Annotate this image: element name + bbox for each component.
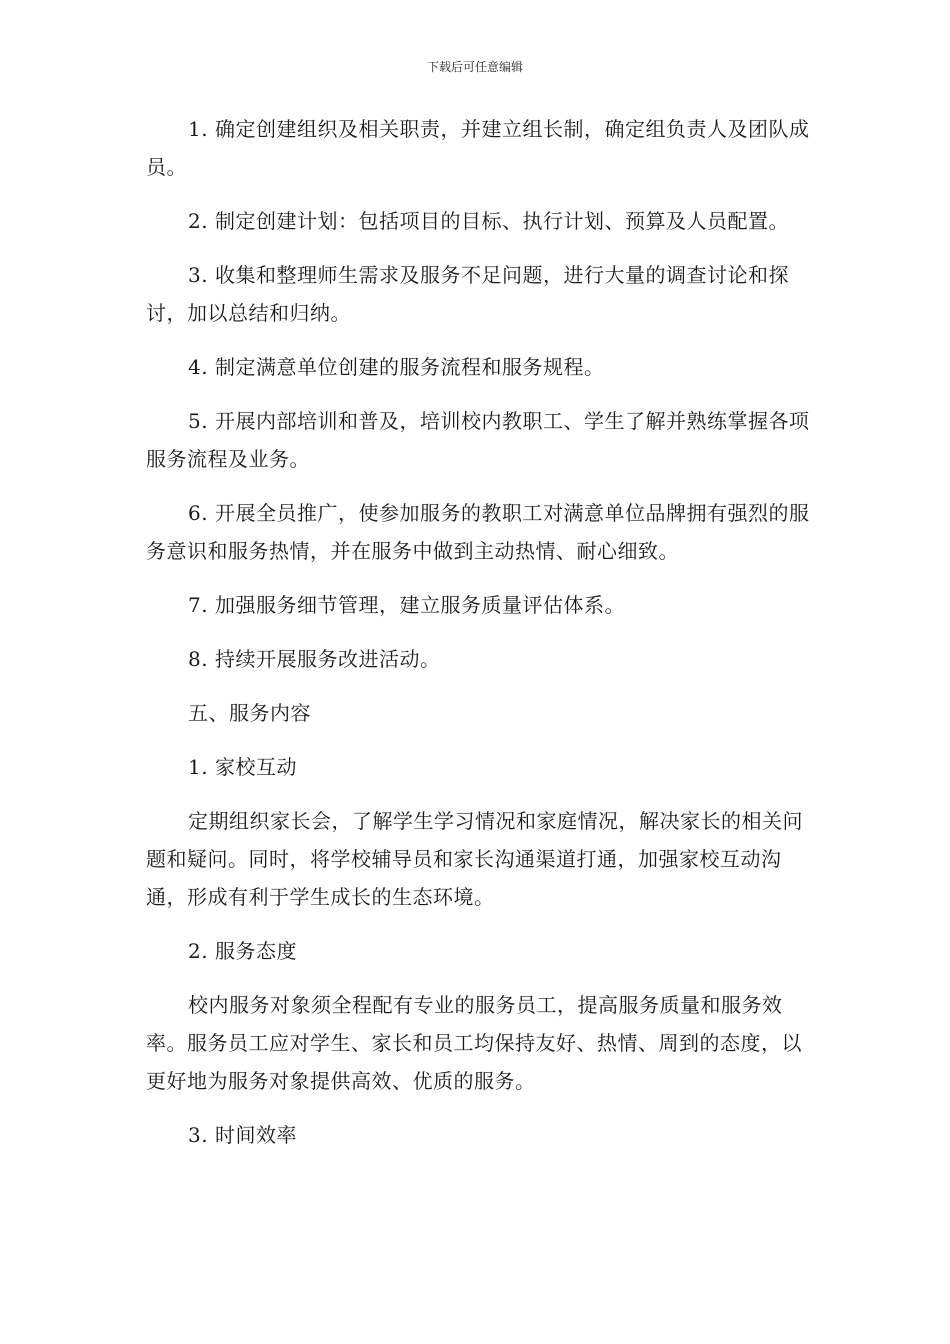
paragraph-step-1: 1. 确定创建组织及相关职责，并建立组长制，确定组负责人及团队成员。 [146,117,810,179]
paragraph-step-3: 3. 收集和整理师生需求及服务不足问题，进行大量的调查讨论和探讨，加以总结和归纳。 [146,263,789,325]
paragraph-step-4: 4. 制定满意单位创建的服务流程和服务规程。 [188,355,605,379]
subheading-time-efficiency: 3. 时间效率 [188,1123,297,1147]
document-body [146,110,812,1170]
paragraph-step-8: 8. 持续开展服务改进活动。 [188,647,441,671]
paragraph-home-school: 定期组织家长会，了解学生学习情况和家庭情况，解决家长的相关问题和疑问。同时，将学校辅导员和家长沟通渠道打通，加强家校互动沟通，形成有利于学生成长的生态环境。 [146,809,803,909]
paragraph-step-6: 6. 开展全员推广，使参加服务的教职工对满意单位品牌拥有强烈的服务意识和服务热情，并在服务中做到主动热情、耐心细致。 [146,501,810,563]
paragraph-step-7: 7. 加强服务细节管理，建立服务质量评估体系。 [188,593,625,617]
page-header: 下载后可任意编辑 [426,60,523,74]
subheading-service-attitude: 2. 服务态度 [188,939,297,963]
paragraph-step-2: 2. 制定创建计划：包括项目的目标、执行计划、预算及人员配置。 [188,209,789,233]
paragraph-service-attitude: 校内服务对象须全程配有专业的服务员工，提高服务质量和服务效率。服务员工应对学生、家长和员工均保持友好、热情、周到的态度，以更好地为服务对象提供高效、优质的服务。 [146,993,802,1093]
subheading-home-school: 1. 家校互动 [188,755,297,779]
section-heading-service-content: 五、服务内容 [188,701,311,725]
paragraph-step-5: 5. 开展内部培训和普及，培训校内教职工、学生了解并熟练掌握各项服务流程及业务。 [146,409,810,471]
